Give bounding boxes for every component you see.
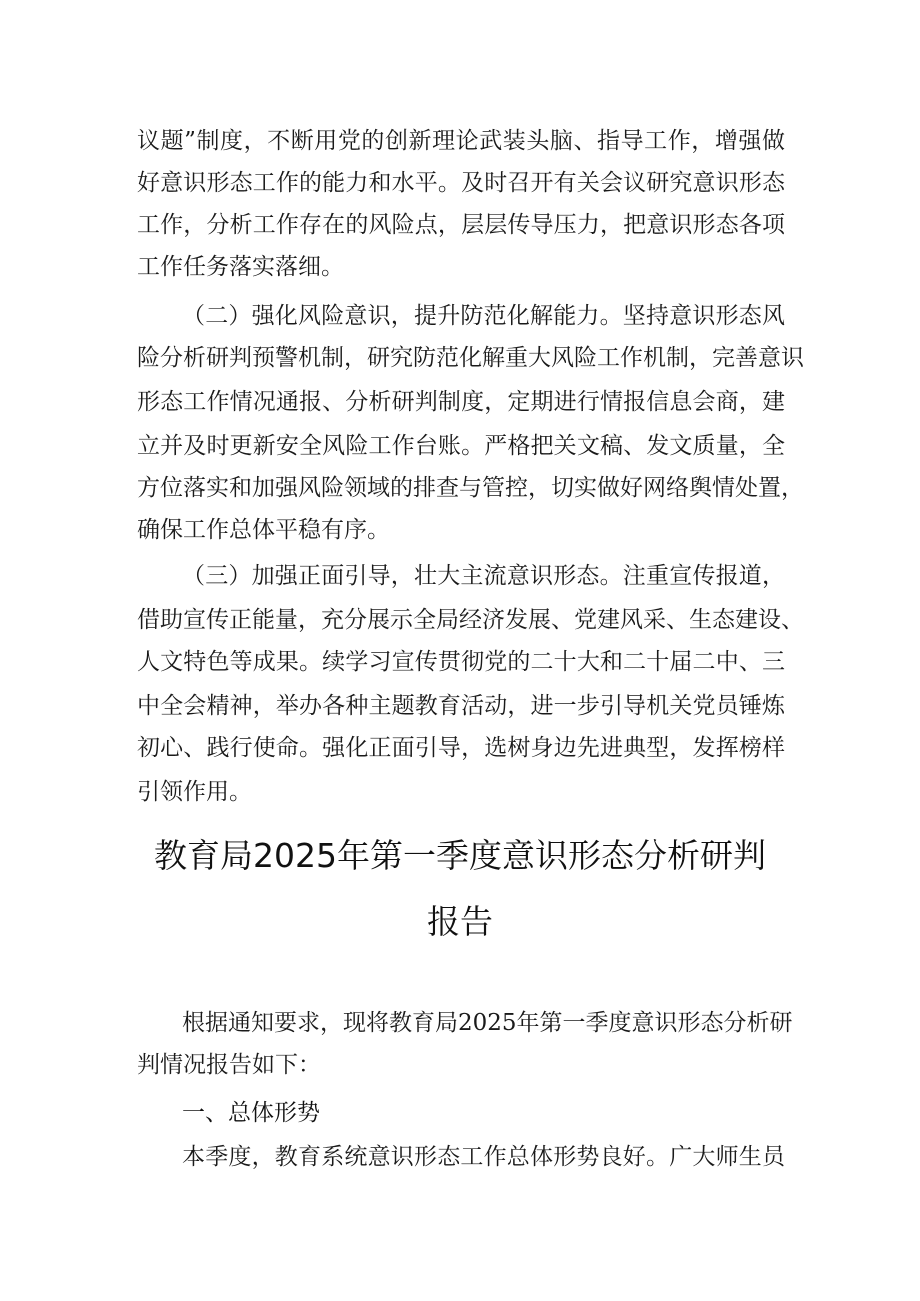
paragraph-line	[0, 468, 920, 508]
paragraph-line	[0, 296, 920, 336]
text-line: 借助宣传正能量，充分展示全局经济发展、党建风采、生态建设、	[137, 607, 804, 633]
paragraph-line	[0, 247, 920, 287]
text-line: 判情况报告如下：	[137, 1052, 321, 1078]
paragraph-line	[0, 728, 920, 768]
paragraph-line	[0, 121, 920, 161]
report-title: 教育局2025年第一季度意识形态分析研判	[154, 836, 766, 875]
paragraph-line	[0, 1045, 920, 1085]
text-line: 确保工作总体平稳有序。	[137, 517, 390, 543]
text-line: （二）强化风险意识，提升防范化解能力。坚持意识形态风	[182, 303, 785, 329]
text-line: 形态工作情况通报、分析研判制度，定期进行情报信息会商，建	[137, 389, 785, 415]
paragraph-line	[0, 510, 920, 550]
paragraph-line	[0, 338, 920, 378]
text-line: （三）加强正面引导，壮大主流意识形态。注重宣传报道，	[182, 563, 785, 589]
paragraph-line	[0, 1003, 920, 1043]
paragraph-line	[0, 1137, 920, 1177]
text-line: 中全会精神，举办各种主题教育活动，进一步引导机关党员锤炼	[137, 693, 785, 719]
report-title-continuation: 报告	[427, 902, 493, 941]
paragraph-line	[0, 163, 920, 203]
text-line: 人文特色等成果。续学习宣传贯彻党的二十大和二十届二中、三	[137, 649, 785, 675]
text-line: 根据通知要求，现将教育局2025年第一季度意识形态分析研	[182, 1010, 793, 1036]
paragraph-line	[0, 686, 920, 726]
text-line: 方位落实和加强风险领域的排查与管控，切实做好网络舆情处置，	[137, 475, 804, 501]
text-line: 好意识形态工作的能力和水平。及时召开有关会议研究意识形态	[137, 170, 785, 196]
text-line: 本季度，教育系统意识形态工作总体形势良好。广大师生员	[182, 1144, 785, 1170]
paragraph-line	[0, 382, 920, 422]
paragraph-line	[0, 205, 920, 245]
paragraph-line	[0, 426, 920, 466]
section-heading: 一、总体形势	[182, 1100, 320, 1126]
text-line: 引领作用。	[137, 779, 252, 805]
paragraph-line	[0, 642, 920, 682]
text-line: 险分析研判预警机制，研究防范化解重大风险工作机制，完善意识	[137, 345, 804, 371]
text-line: 工作任务落实落细。	[137, 254, 344, 280]
paragraph-line	[0, 772, 920, 812]
text-line: 初心、践行使命。强化正面引导，选树身边先进典型，发挥榜样	[137, 735, 785, 761]
paragraph-line	[0, 600, 920, 640]
text-line: 议题”制度，不断用党的创新理论武装头脑、指导工作，增强做	[137, 128, 785, 154]
paragraph-line	[0, 556, 920, 596]
text-line: 立并及时更新安全风险工作台账。严格把关文稿、发文质量，全	[137, 433, 785, 459]
text-line: 工作，分析工作存在的风险点，层层传导压力，把意识形态各项	[137, 212, 785, 238]
